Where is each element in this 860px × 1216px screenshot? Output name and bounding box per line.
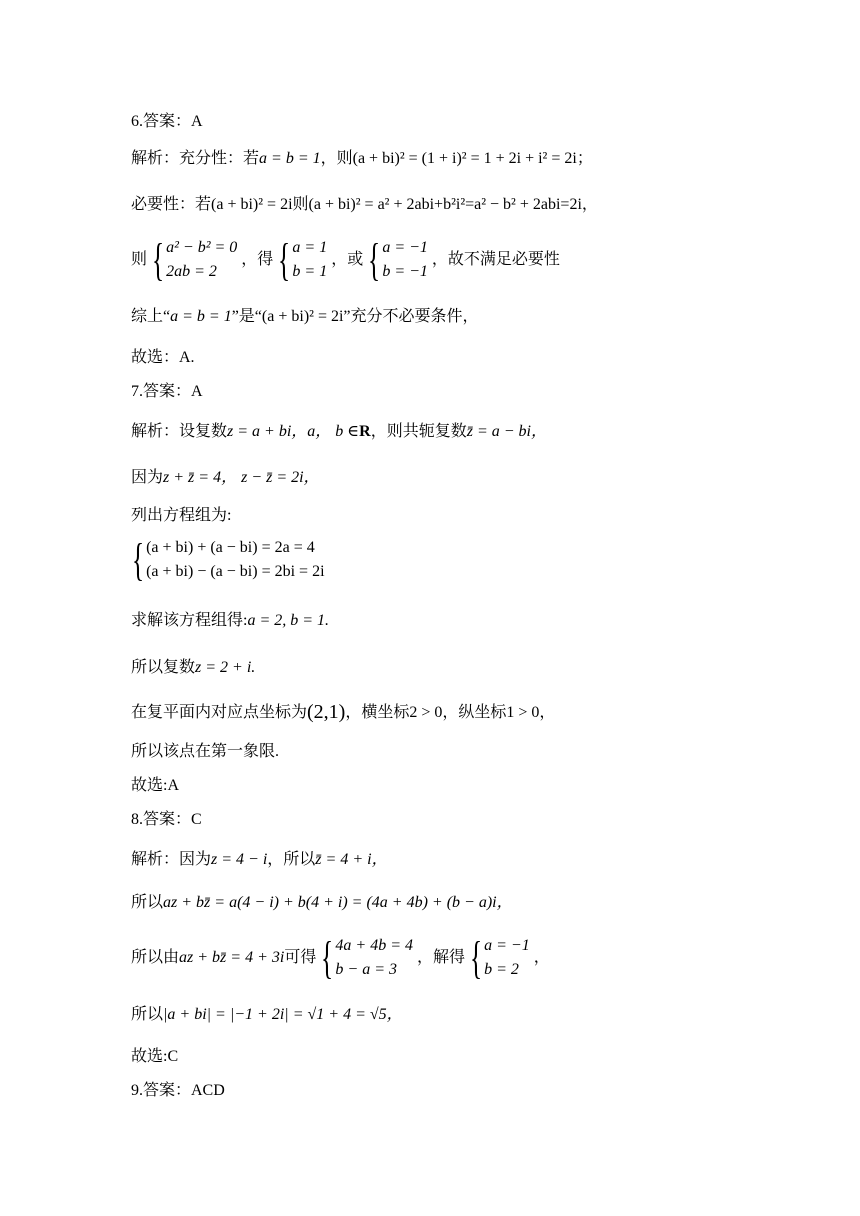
system-row: b − a = 3 bbox=[335, 961, 398, 978]
system-row: (a + bi) + (a − bi) = 2a = 4 bbox=[146, 539, 315, 556]
q8-line2 bbox=[131, 892, 513, 914]
q7-ab-real: ，a， b ∈ bbox=[291, 423, 360, 440]
q7-line3: 列出方程组为: bbox=[131, 507, 232, 524]
q8-conj-eq: z̄ = 4 + i， bbox=[315, 851, 388, 868]
q7-real-set: R bbox=[359, 423, 371, 440]
q8-line3-prefix: 所以由 bbox=[131, 949, 180, 966]
q6-line1 bbox=[131, 148, 593, 170]
q7-given-eqs: z + z̄ = 4， z − z̄ = 2i， bbox=[163, 469, 320, 486]
system-row: a = −1 bbox=[484, 937, 530, 954]
q8-get: 可得 bbox=[284, 949, 317, 966]
system-row: a² − b² = 0 bbox=[166, 239, 238, 256]
q7-line4 bbox=[131, 610, 329, 632]
q7-line1-prefix: 解析：设复数 bbox=[131, 423, 228, 440]
q6-or: ，或 bbox=[331, 251, 364, 268]
brace-symbol: { bbox=[151, 234, 165, 285]
q7-line2-prefix: 因为 bbox=[131, 469, 164, 486]
q6-then: ，则 bbox=[320, 150, 353, 167]
q6-summary-prefix: 综上“ bbox=[131, 308, 171, 325]
q7-system bbox=[131, 536, 325, 584]
q7-z-value: z = 2 + i. bbox=[195, 659, 256, 676]
q6-line3-end: ，故不满足必要性 bbox=[431, 251, 560, 268]
q7-line2 bbox=[131, 467, 320, 489]
q7-y-text: ，纵坐标 bbox=[442, 704, 507, 721]
q6-line3-then: 则 bbox=[131, 251, 148, 268]
q8-expand-eq: az + bz̄ = a(4 − i) + b(4 + i) = (4a + 4b) + (b − a)i， bbox=[163, 894, 513, 911]
q8-line2-prefix: 所以 bbox=[131, 894, 164, 911]
q6-summary-mid: ”是“ bbox=[231, 308, 262, 325]
q7-z-def: z = a + bi bbox=[227, 423, 292, 440]
q7-point: (2,1) bbox=[307, 701, 346, 723]
q7-conj-text: ，则共轭复数 bbox=[370, 423, 467, 440]
q6-system-3 bbox=[367, 236, 428, 284]
q7-choose: 故选:A bbox=[131, 777, 180, 794]
q8-line1-mid: ，所以 bbox=[267, 851, 316, 868]
q6-system-2 bbox=[277, 236, 327, 284]
q7-y-value: 1 > 0， bbox=[506, 704, 556, 721]
system-row: b = 1 bbox=[292, 263, 328, 280]
q8-solve: ，解得 bbox=[417, 949, 466, 966]
q8-z-def: z = 4 − i bbox=[211, 851, 268, 868]
q7-line6-prefix: 在复平面内对应点坐标为 bbox=[131, 704, 308, 721]
q8-line4-prefix: 所以 bbox=[131, 1006, 164, 1023]
brace-symbol: { bbox=[470, 932, 483, 983]
q6-condition: a = b = 1 bbox=[259, 150, 321, 167]
q7-line4-prefix: 求解该方程组得: bbox=[131, 612, 248, 629]
q6-necessity-eq2: (a + bi)² = a² + 2abi+b²i²=a² − b² + 2abi=2i， bbox=[308, 196, 598, 213]
q7-conj-eq: z̄ = a − bi， bbox=[466, 423, 547, 440]
system-row: b = 2 bbox=[484, 961, 519, 978]
brace-symbol: { bbox=[321, 932, 334, 983]
q7-solution: a = 2, b = 1. bbox=[247, 612, 330, 629]
brace-symbol: { bbox=[368, 234, 381, 285]
q8-line1 bbox=[131, 849, 388, 871]
q8-choose: 故选:C bbox=[131, 1048, 179, 1065]
q6-line2 bbox=[131, 194, 598, 216]
q9-answer: 9.答案：ACD bbox=[131, 1082, 225, 1099]
q6-line2-then: 则 bbox=[292, 196, 309, 213]
system-row: 2ab = 2 bbox=[166, 263, 217, 280]
q8-line4 bbox=[131, 1004, 403, 1026]
system-row: b = −1 bbox=[382, 263, 428, 280]
q6-line2-prefix: 必要性：若 bbox=[131, 196, 212, 213]
q6-sufficiency-eq: (a + bi)² = (1 + i)² = 1 + 2i + i² = 2i； bbox=[352, 150, 593, 167]
q8-line3-end: ， bbox=[533, 949, 550, 966]
system-row: a = 1 bbox=[292, 239, 328, 256]
q6-choose: 故选：A. bbox=[131, 349, 195, 366]
system-row: (a + bi) − (a − bi) = 2bi = 2i bbox=[146, 563, 325, 580]
q7-line5 bbox=[131, 657, 255, 679]
q7-x-text: ，横坐标 bbox=[345, 704, 410, 721]
q6-summary-cond1: a = b = 1 bbox=[170, 308, 232, 325]
q8-line3 bbox=[131, 934, 550, 982]
q7-line7: 所以该点在第一象限. bbox=[131, 743, 280, 760]
q7-line1 bbox=[131, 421, 547, 443]
q8-modulus-eq: |a + bi| = |−1 + 2i| = √1 + 4 = √5， bbox=[163, 1006, 403, 1023]
q8-line1-prefix: 解析：因为 bbox=[131, 851, 212, 868]
q7-x-value: 2 > 0 bbox=[409, 704, 443, 721]
q8-system-1 bbox=[320, 934, 413, 982]
q8-system-2 bbox=[469, 934, 530, 982]
q7-answer: 7.答案：A bbox=[131, 383, 203, 400]
q8-given-eq: az + bz̄ = 4 + 3i bbox=[179, 949, 285, 966]
q6-get: ，得 bbox=[241, 251, 274, 268]
q6-summary-end: ”充分不必要条件， bbox=[343, 308, 479, 325]
q7-line5-prefix: 所以复数 bbox=[131, 659, 196, 676]
q7-line6 bbox=[131, 700, 555, 724]
q8-answer: 8.答案：C bbox=[131, 811, 202, 828]
q6-answer: 6.答案：A bbox=[131, 113, 203, 130]
q6-necessity-eq1: (a + bi)² = 2i bbox=[211, 196, 293, 213]
brace-symbol: { bbox=[131, 534, 145, 585]
system-row: 4a + 4b = 4 bbox=[335, 937, 414, 954]
q6-line3 bbox=[131, 236, 560, 284]
system-row: a = −1 bbox=[382, 239, 428, 256]
brace-symbol: { bbox=[278, 234, 291, 285]
q6-line1-prefix: 解析：充分性：若 bbox=[131, 150, 260, 167]
q6-system-1 bbox=[151, 236, 237, 284]
q6-summary-cond2: (a + bi)² = 2i bbox=[261, 308, 344, 325]
q6-line4 bbox=[131, 306, 479, 328]
